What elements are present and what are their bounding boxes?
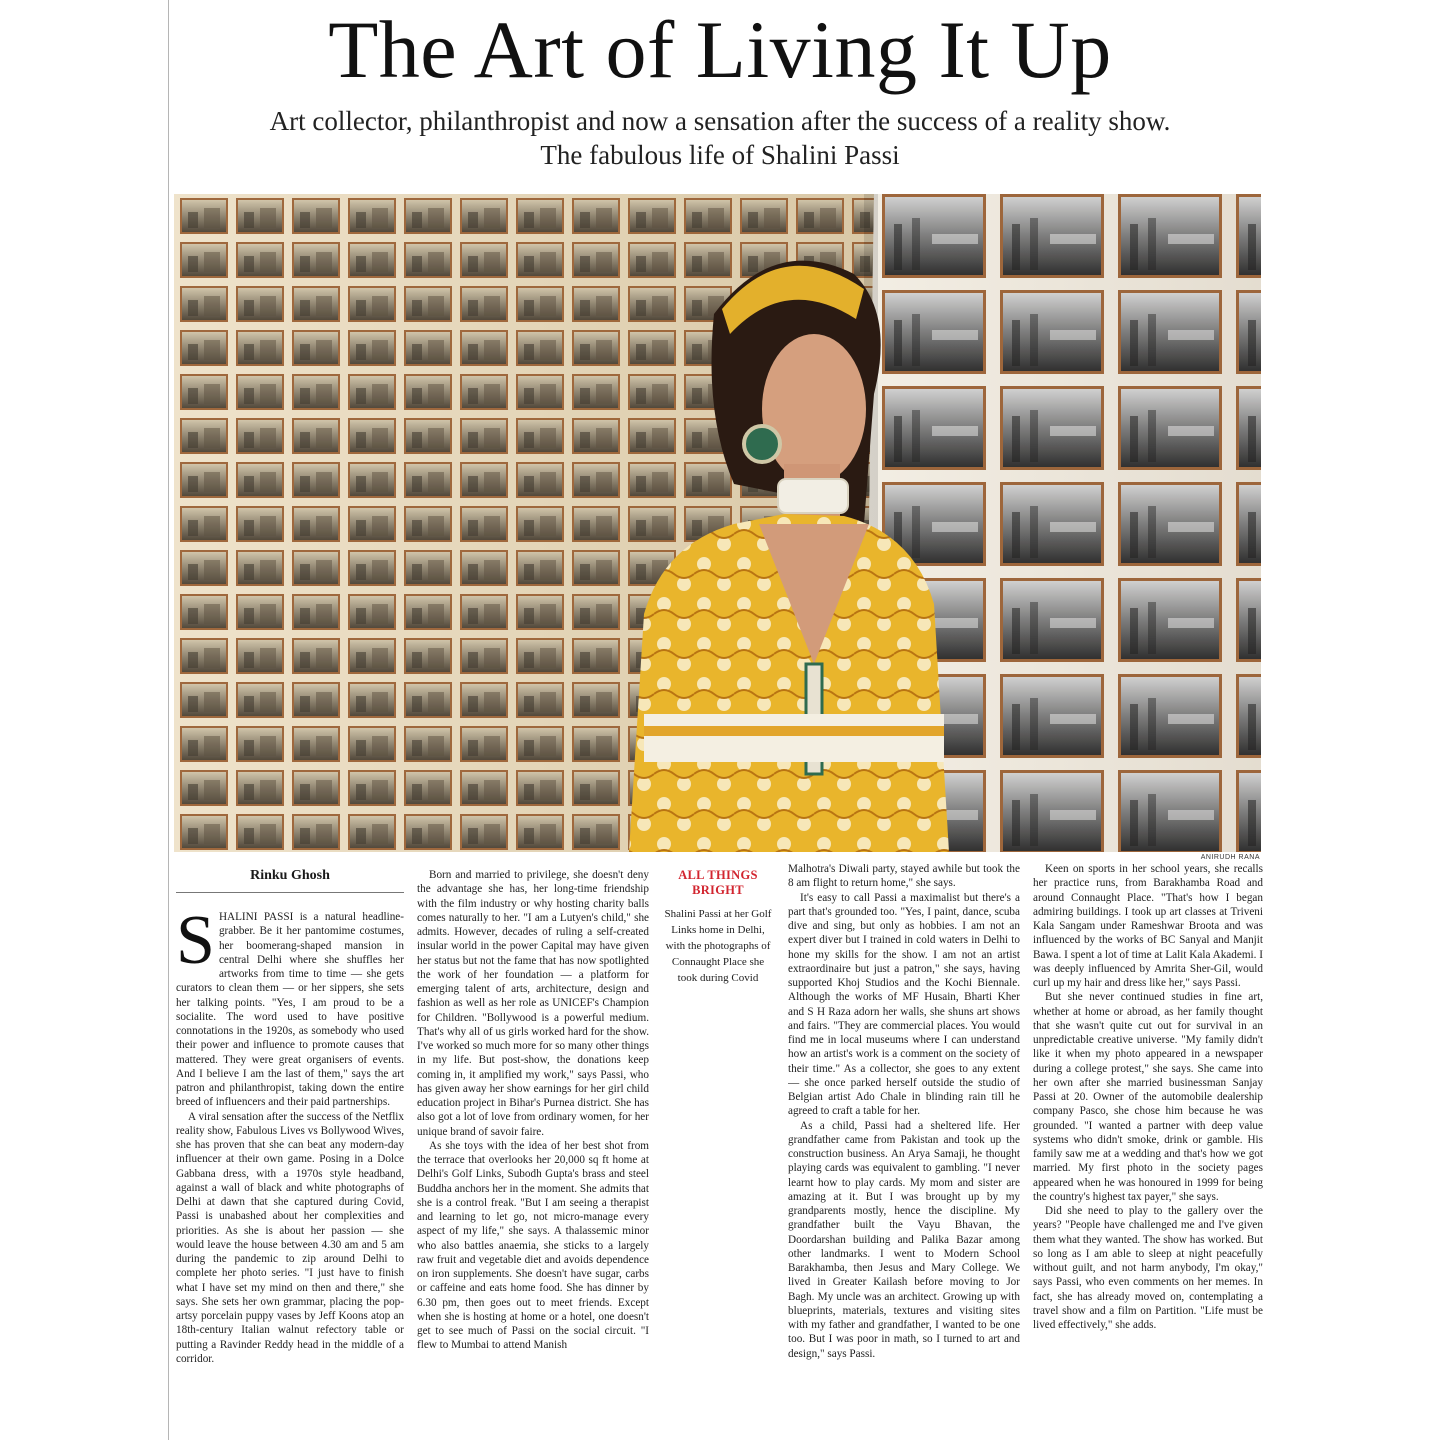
- paragraph: As she toys with the idea of her best shot from the terrace that overlooks her 20,000 sq ft home at Delhi's Golf Links, Subodh Gupta's brass and steel Buddha anchors her in the moment. She admits that she is a control freak. "But I am seeing a therapist and learning to let go, not micro-manage every aspect of my life," she says. A thalassemic minor who also battles anaemia, she sticks to a largely raw fruit and vegetable diet and avoids dependence on iron supplements. She doesn't have sugar, carbs or caffeine and eats home food. She has dinner by 6.30 pm, then goes out to meet friends. Except when she is hosting at home or a hotel, one doesn't get to see much of Passi on the social circuit. "I flew to Mumbai to attend Manish: [417, 1139, 649, 1352]
- article-column-1: [176, 910, 404, 1385]
- paragraph: But she never continued studies in fine art, whether at home or abroad, as her family thought that she wasn't quite cut out for survival in an unpredictable creative universe. "My family didn't like it when my photo appeared in a newspaper during a college protest," she says. She came into her own after she married businessman Sanjay Passi at 20. Owner of the automobile dealership company Pasco, she chose him because he was grounded. "I wanted a partner with deep value systems who didn't smoke, drink or gamble. His family saw me at a wedding and that's how we got married. My first photo in the society pages appeared when he was honoured in 1999 for being the country's highest tax payer," she says.: [1033, 991, 1263, 1203]
- paragraph: As a child, Passi had a sheltered life. Her grandfather came from Pakistan and took up the construction business. An Arya Samaji, he thought playing cards was equivalent to gambling. "I never learnt how to play cards. My mom and sister are amazing at it. But I was brought up by my grandparents mostly, hence the discipline. My grandfather built the Vayu Bhavan, the Doordarshan building and Palika Bazar among other landmarks. I went to Modern School Barakhamba, then Jesus and Mary College. We lived in Greater Kailash before moving to Jor Bagh. My uncle was an architect. Growing up with blueprints, materials, textures and visiting sites with my father and grandfather, I wanted to be one too. But I was poor in math, so I turned to art and design," says Passi.: [788, 1119, 1020, 1360]
- caption-heading: ALL THINGS BRIGHT: [678, 868, 758, 897]
- article-column-3: [788, 862, 1020, 1388]
- article-column-4: [1033, 862, 1263, 1388]
- page-margin-rule: [168, 0, 169, 1440]
- caption-text: Shalini Passi at her Golf Links home in Delhi, with the photographs of Connaught Place she took during Covid: [664, 908, 772, 984]
- paragraph: A viral sensation after the success of the Netflix reality show, Fabulous Lives vs Bollywood Wives, she has proven that she can beat any modern-day influencer at their own game. Posing in a Dolce Gabbana dress, with a 1970s style headband, against a wall of black and white photographs of Delhi at dawn that she captured during Covid, Passi is unabashed about her complexities and priorities. As she is about her passion — she would leave the house between 4.30 am and 5 am during the pandemic to zip around Delhi to complete her photo series. "I just have to finish what I have set my mind on then and there," she says. She sets her own grammar, placing the pop-artsy porcelain puppy vases by Jeff Koons atop an 18th-century Italian walnut refectory table or putting a Ravinder Reddy head in the middle of a corridor.: [176, 1110, 404, 1365]
- photo-credit: ANIRUDH RANA: [1200, 854, 1260, 861]
- paragraph: Keen on sports in her school years, she recalls her practice runs, from Barakhamba Road and around Connaught Place. "That's how I began admiring buildings. I took up art classes at Triveni Kala Sangam under Rameshwar Broota and was influenced by the works of BC Sanyal and Manjit Bawa. I spent a lot of time at Lalit Kala Akademi. I was deeply influenced by Amrita Sher-Gil, would curl up my hair and dress like her," says Passi.: [1033, 863, 1263, 989]
- deck: [170, 104, 1270, 172]
- headline: The Art of Living It Up: [328, 4, 1112, 95]
- feature-photo: [174, 194, 1261, 852]
- photo-caption: [662, 868, 774, 986]
- paragraph: Did she need to play to the gallery over the years? "People have challenged me and I've given them what they wanted. The show has worked. But so long as I am able to sleep at night peacefully without guilt, and not harm anybody, I'm okay," says Passi, who even comments on her memes. In fact, she has already moved on, contemplating a travel show and a film on Partition. "Life must be lived effectively," she adds.: [1033, 1205, 1263, 1331]
- deck-line-1: Art collector, philanthropist and now a sensation after the success of a reality show.: [269, 106, 1171, 136]
- deck-line-2: The fabulous life of Shalini Passi: [540, 140, 900, 170]
- article-column-2: [417, 868, 649, 1388]
- drop-cap: S: [176, 910, 215, 979]
- paragraph: Born and married to privilege, she doesn't deny the advantage she has, her long-time friendship with the film industry or why hosting charity balls comes naturally to her. "I am a Lutyen's child," she admits. However, decades of ruling a self-created insular world in the power Capital may have given her status but not the fame that has now spotlighted the work of her foundation — a platform for emerging talent of arts, architecture, design and fashion as well as her role as UNICEF's Champion for Children. "Bollywood is a powerful medium. That's why all of us girls worked hard for the show. I've worked so much more for so many other things in my life. But post-show, the donations keep coming in, it amplified my work," says Passi, who has given away her show earnings for her girl child education project in Bihar's Purnea district. She has also got a lot of love from ordinary women, for her unique brand of savoir faire.: [417, 869, 649, 1138]
- paragraph: Malhotra's Diwali party, stayed awhile but took the 8 am flight to return home," she says.: [788, 863, 1020, 890]
- paragraph: It's easy to call Passi a maximalist but there's a part that's grounded too. "Yes, I paint, dance, scuba dive and sing, but only as hobbies. I am not an expert diver but I trained in cold waters in Delhi to hone my skills for the show. I am not an artist extraordinaire but just a patron," she says, having supported Khoj Studios and the Kochi Biennale. Although the works of MF Husain, Bharti Kher and S H Raza adorn her walls, she shuns art shows and fairs. "They are commercial places. You would find me in local museums where I can understand how an artist's work is a comment on the society of their time." As a collector, she goes to any extent — she once parked herself outside the studio of Belgian artist Ado Chale in blinding rain till he agreed to craft a table for her.: [788, 891, 1020, 1118]
- paragraph: HALINI PASSI is a natural headline-grabber. Be it her pantomime costumes, her boomerang-shaped mansion in central Delhi where she shuffles her artworks from time to time — she gets curators to clean them — or her sippers, she sets her talking points. "Yes, I am proud to be a socialite. The word used to have positive connotations in the 1920s, as somebody who used their power and influence to promote causes that mattered. They were great organisers of events. And I believe I am the last of them," says the art patron and philanthropist, taking down the entire breed of influencers and their paid partnerships.: [176, 911, 404, 1109]
- byline: Rinku Ghosh: [176, 868, 404, 893]
